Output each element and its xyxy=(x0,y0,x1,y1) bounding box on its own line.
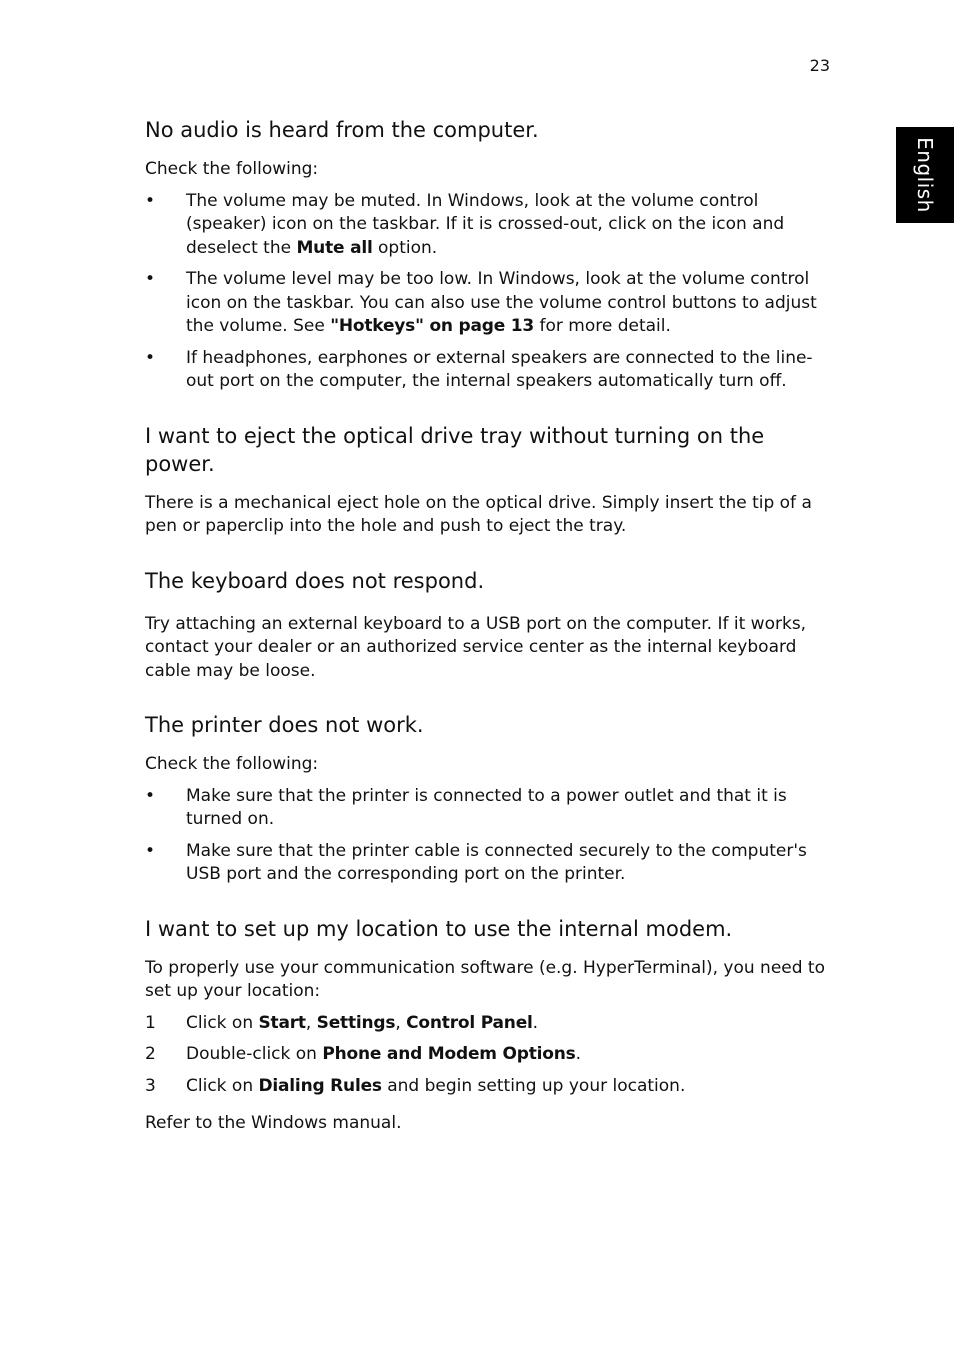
list-item: 3 Click on Dialing Rules and begin setting up your location. xyxy=(145,1075,829,1099)
list-item: • The volume may be muted. In Windows, look at the volume control (speaker) icon on the taskbar. If it is crossed-out, click on the icon and deselect the Mute all option. xyxy=(145,190,785,258)
bullet-icon: • xyxy=(145,785,156,806)
bullet-list-audio xyxy=(145,190,829,394)
section-heading-printer: The printer does not work. xyxy=(145,713,424,737)
language-tab-label: English xyxy=(913,137,937,213)
language-tab xyxy=(896,127,954,223)
list-item: 2 Double-click on Phone and Modem Options. xyxy=(145,1043,829,1067)
section-body: There is a mechanical eject hole on the optical drive. Simply insert the tip of a pen or paperclip into the hole and push to eject the tray. xyxy=(145,492,812,536)
section-body: Try attaching an external keyboard to a USB port on the computer. If it works, contact your dealer or an authorized service center as the internal keyboard cable may be loose. xyxy=(145,613,807,681)
ui-label-start: Start xyxy=(258,1012,306,1033)
list-item: 1 Click on Start, Settings, Control Panel. xyxy=(145,1012,829,1036)
list-item: • Make sure that the printer is connected to a power outlet and that it is turned on. xyxy=(145,785,787,829)
ui-label-mute-all: Mute all xyxy=(296,237,373,258)
section-body: To properly use your communication software (e.g. HyperTerminal), you need to set up your location: xyxy=(145,957,825,1001)
bullet-list-printer xyxy=(145,785,829,887)
ui-label-settings: Settings xyxy=(316,1012,396,1033)
ui-label-dialing-rules: Dialing Rules xyxy=(258,1075,382,1096)
list-item: • Make sure that the printer cable is connected securely to the computer's USB port and the corresponding port on the printer. xyxy=(145,840,807,884)
section-heading-modem: I want to set up my location to use the internal modem. xyxy=(145,916,733,941)
bullet-icon: • xyxy=(145,190,156,211)
section-heading-eject-tray: I want to eject the optical drive tray without turning on the power. xyxy=(145,423,765,476)
section-intro: Check the following: xyxy=(145,754,319,774)
bullet-icon: • xyxy=(145,840,156,861)
list-item: • The volume level may be too low. In Windows, look at the volume control icon on the taskbar. You can also use the volume control buttons to adjust the volume. See "Hotkeys" on page 13 for more detail. xyxy=(145,269,817,336)
cross-reference-link[interactable]: "Hotkeys" on page 13 xyxy=(330,316,535,336)
section-footer: Refer to the Windows manual. xyxy=(145,1113,402,1133)
document-body xyxy=(145,116,829,1136)
ui-label-control-panel: Control Panel xyxy=(406,1012,533,1033)
step-number: 2 xyxy=(145,1044,156,1064)
ui-label-phone-modem-options: Phone and Modem Options xyxy=(322,1044,576,1064)
step-number: 3 xyxy=(145,1075,156,1096)
bullet-icon: • xyxy=(145,347,156,368)
section-intro: Check the following: xyxy=(145,159,319,179)
step-number: 1 xyxy=(145,1012,156,1033)
list-item: • If headphones, earphones or external speakers are connected to the line-out port on the computer, the internal speakers automatically turn off. xyxy=(145,347,813,391)
section-heading-keyboard: The keyboard does not respond. xyxy=(145,568,485,593)
page-number: 23 xyxy=(809,56,830,75)
numbered-steps xyxy=(145,1012,829,1099)
section-heading-no-audio: No audio is heard from the computer. xyxy=(145,118,539,142)
bullet-icon: • xyxy=(145,269,156,289)
